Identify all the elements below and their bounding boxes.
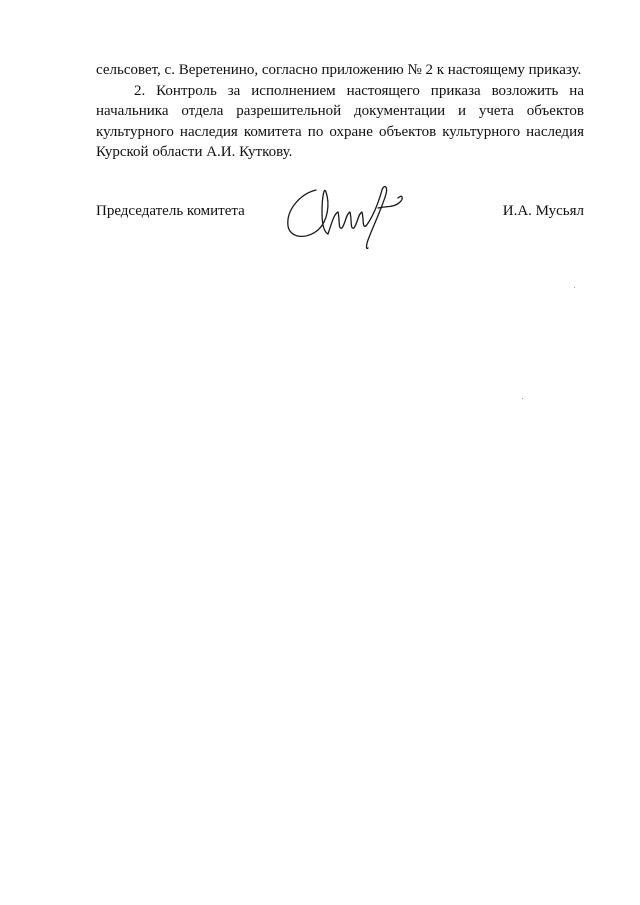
handwritten-signature xyxy=(282,178,412,258)
scan-speck xyxy=(574,287,575,288)
paragraph-control-clause: 2. Контроль за исполнением настоящего приказа возложить на начальника отдела разрешительной документации и учета объектов культурного наследия комитета по охране объектов культурного наследия Курской области А.И. Куткову. xyxy=(96,82,584,160)
scan-speck xyxy=(522,398,523,399)
paragraph-continuation: сельсовет, с. Веретенино, согласно приложению № 2 к настоящему приказу. xyxy=(96,62,582,78)
document-body xyxy=(96,60,584,163)
signature-block xyxy=(96,200,584,260)
signatory-title: Председатель комитета xyxy=(96,203,245,219)
signatory-name: И.А. Мусьял xyxy=(502,203,584,219)
